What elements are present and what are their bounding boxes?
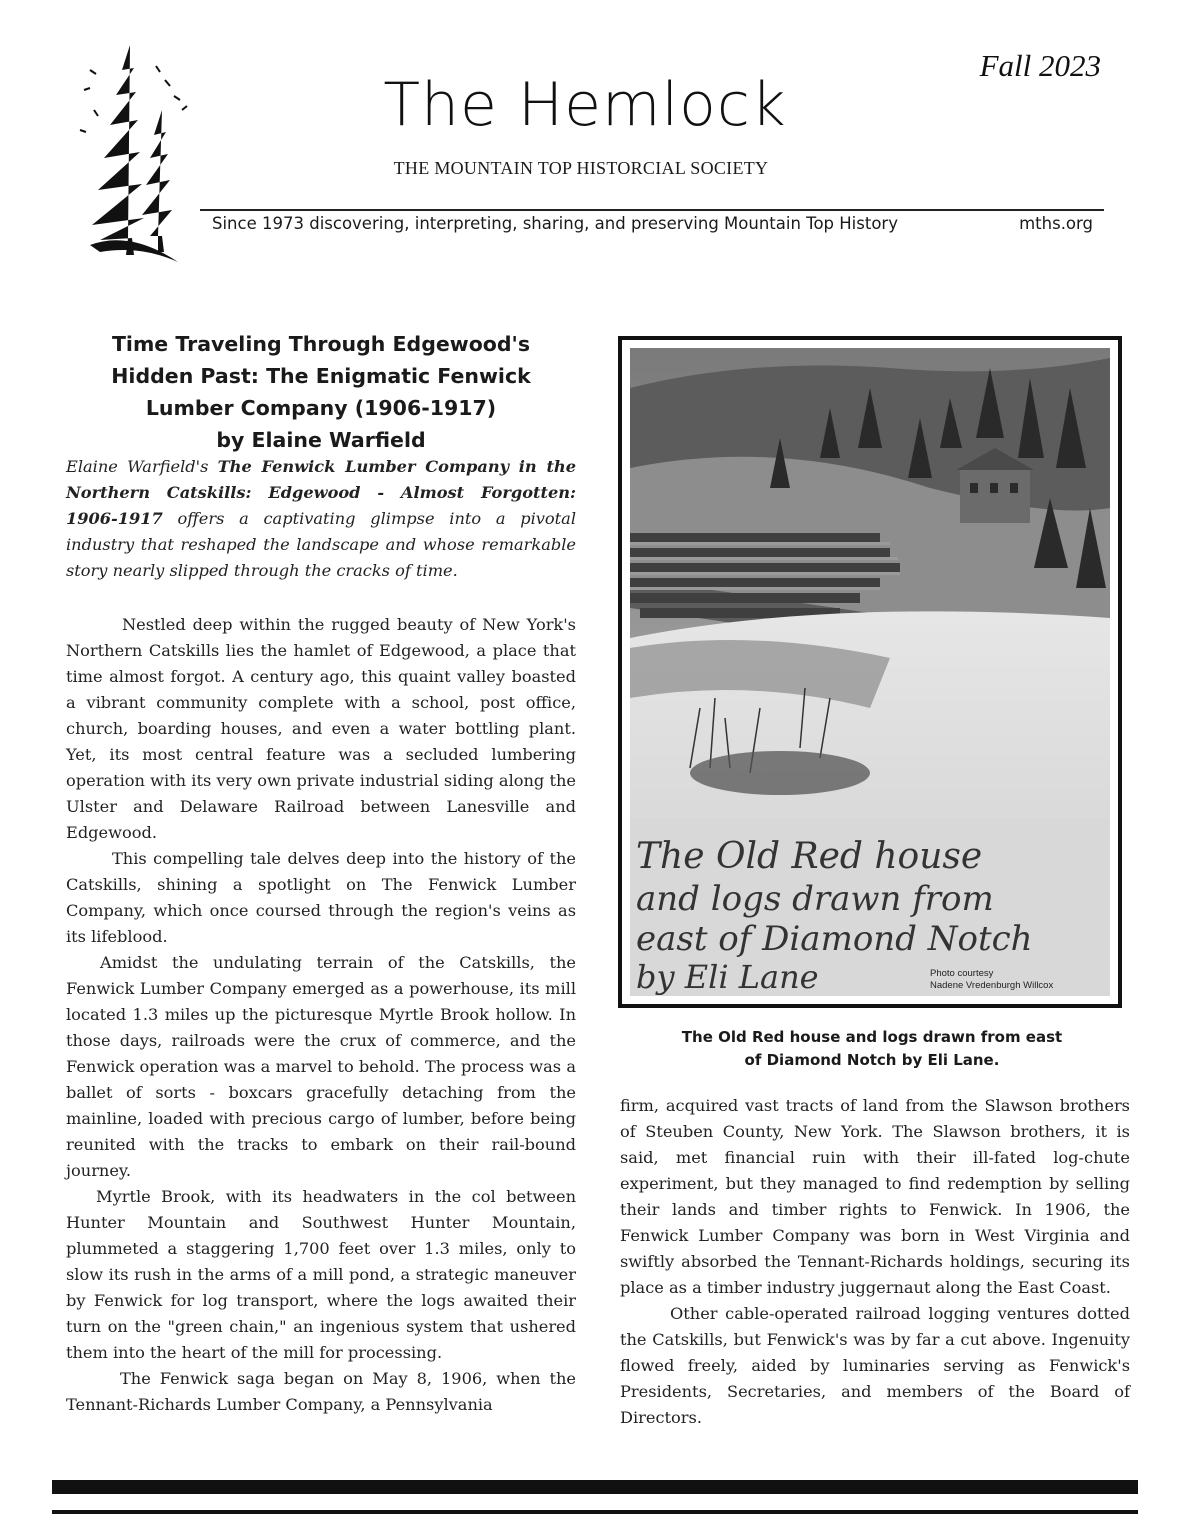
photo-credit-name: Nadene Vredenburgh Willcox (930, 980, 1054, 991)
right-column-body (620, 1093, 1130, 1431)
issue-date: Fall 2023 (979, 48, 1101, 83)
website-link[interactable]: mths.org (1019, 214, 1093, 233)
historic-photo (618, 336, 1122, 1008)
handwriting-line: east of Diamond Notch (636, 919, 1033, 959)
intro-lead: Elaine Warfield's (66, 457, 218, 476)
article-title-line: Lumber Company (1906-1917) (145, 396, 497, 420)
photo-caption (620, 1026, 1124, 1072)
intro-rest: offers a captivating glimpse into a pivotal industry that reshaped the landscape and whose remarkable story nearly slipped through the cracks of time. (66, 509, 576, 580)
society-name: THE MOUNTAIN TOP HISTORCIAL SOCIETY (393, 158, 769, 178)
footer-rule-thin (52, 1510, 1138, 1514)
newsletter-title: The Hemlock (383, 70, 787, 140)
paragraph: The Fenwick saga began on May 8, 1906, when the Tennant-Richards Lumber Company, a Pennsylvania (66, 1369, 576, 1414)
book-title: The Fenwick Lumber Company in the Northern Catskills: Edgewood - Almost Forgotten: 1906-1917 (66, 457, 576, 528)
left-column-body (66, 612, 576, 1418)
paragraph: Amidst the undulating terrain of the Catskills, the Fenwick Lumber Company emerged as a powerhouse, its mill located 1.3 miles up the picturesque Myrtle Brook hollow. In those days, railroads were the crux of commerce, and the Fenwick operation was a marvel to behold. The process was a ballet of sorts - boxcars gracefully detaching from the mainline, loaded with precious cargo of lumber, before being reunited with the tracks to embark on their rail-bound journey. (66, 953, 576, 1180)
caption-line: The Old Red house and logs drawn from east (681, 1028, 1063, 1046)
paragraph: This compelling tale delves deep into the history of the Catskills, shining a spotlight on The Fenwick Lumber Company, which once coursed through the region's veins as its lifeblood. (66, 849, 576, 946)
article-byline: by Elaine Warfield (216, 428, 426, 452)
article-title-line: Hidden Past: The Enigmatic Fenwick (111, 364, 531, 388)
paragraph: firm, acquired vast tracts of land from the Slawson brothers of Steuben County, New York. The Slawson brothers, it is said, met financial ruin with their ill-fated log-chute experiment, but they managed to find redemption by selling their lands and timber rights to Fenwick. In 1906, the Fenwick Lumber Company was born in West Virginia and swiftly absorbed the Tennant-Richards holdings, securing its place as a timber industry juggernaut along the East Coast. (620, 1096, 1130, 1297)
article-intro (66, 454, 576, 584)
handwriting-line: by Eli Lane (636, 958, 819, 996)
photo-credit: Photo courtesy (930, 968, 994, 979)
tagline: Since 1973 discovering, interpreting, sharing, and preserving Mountain Top History (212, 214, 898, 233)
paragraph: Nestled deep within the rugged beauty of New York's Northern Catskills lies the hamlet of Edgewood, a place that time almost forgot. A century ago, this quaint valley boasted a vibrant community complete with a school, post office, church, boarding houses, and even a water bottling plant. Yet, its most central feature was a secluded lumbering operation with its very own private industrial siding along the Ulster and Delaware Railroad between Lanesville and Edgewood. (66, 615, 576, 842)
handwriting-line: The Old Red house (636, 836, 983, 877)
article-title (66, 328, 576, 456)
caption-line: of Diamond Notch by Eli Lane. (744, 1051, 1000, 1069)
hemlock-tree-icon (70, 40, 200, 265)
paragraph: Myrtle Brook, with its headwaters in the col between Hunter Mountain and Southwest Hunter Mountain, plummeted a staggering 1,700 feet over 1.3 miles, only to slow its rush in the arms of a mill pond, a strategic maneuver by Fenwick for log transport, where the logs awaited their turn on the "green chain," an ingenious system that ushered them into the heart of the mill for processing. (66, 1187, 576, 1362)
article-title-line: Time Traveling Through Edgewood's (111, 332, 531, 356)
footer-rule-thick (52, 1480, 1138, 1494)
paragraph: Other cable-operated railroad logging ventures dotted the Catskills, but Fenwick's was by far a cut above. Ingenuity flowed freely, aided by luminaries serving as Fenwick's Presidents, Secretaries, and members of the Board of Directors. (620, 1304, 1130, 1427)
handwriting-line: and logs drawn from (636, 879, 994, 919)
header-divider (200, 209, 1104, 211)
